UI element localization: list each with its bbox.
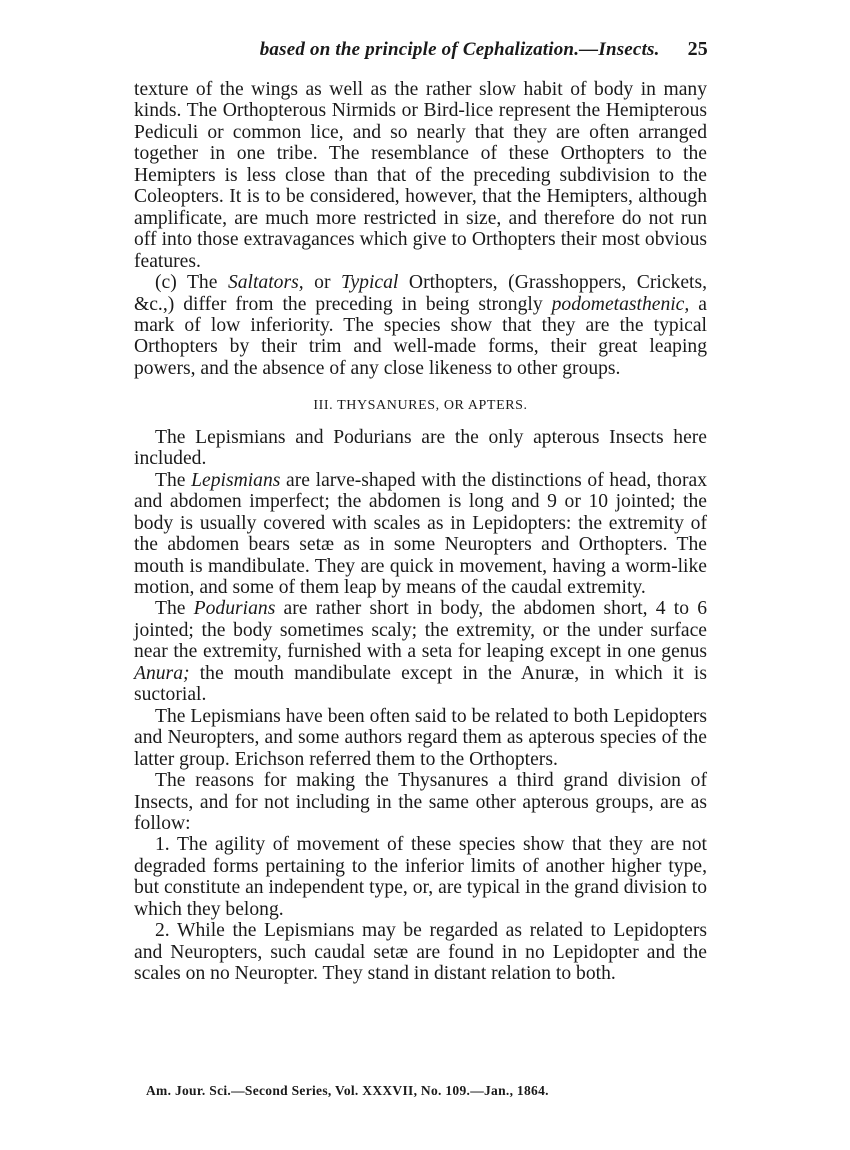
italic-term: Lepismians (191, 469, 281, 491)
paragraph (134, 706, 707, 770)
italic-term: Typical (341, 272, 399, 294)
text-run: The (155, 469, 192, 491)
section-heading: III. THYSANURES, OR APTERS. (313, 398, 528, 414)
italic-term: podometasthenic, (551, 293, 690, 315)
paragraphs-after-heading (134, 427, 707, 985)
body-text (134, 79, 707, 985)
paragraph (134, 272, 707, 379)
paragraph (134, 920, 707, 984)
text-run: The reasons for making the Thysanures a third grand division of Insects, and for not including in the same other apterous groups, are as follow: (134, 770, 707, 834)
paragraph (134, 834, 707, 920)
text-run: are larve-shaped with the distinctions of head, thorax and abdomen imperfect; the abdomen is long and 9 or 10 jointed; the body is usually covered with scales as in Lepidopters: the extremity of the abdomen bears setæ as in some Neuropters and Orthopters. The mouth is mandibulate. They are quick in movement, having a worm-like motion, and some of them leap by means of the caudal extremity. (134, 469, 707, 598)
paragraph (134, 427, 707, 470)
italic-term: Anura; (134, 662, 190, 684)
text-run: the mouth mandibulate except in the Anuræ, in which it is suctorial. (134, 662, 707, 706)
text-run: Orthopters, (Grasshoppers, Crickets, &c.,) differ from the preceding in being strongly (134, 272, 707, 315)
text-run: 1. The agility of movement of these species show that they are not degraded forms pertaining to the inferior limits of another higher type, but constitute an independent type, or, are typical in the grand division to which they belong. (134, 834, 707, 920)
text-run: texture of the wings as well as the rather slow habit of body in many kinds. The Orthopterous Nirmids or Bird-lice represent the Hemipterous Pediculi or common lice, and so nearly that they are often arranged together in one tribe. The resemblance of these Orthopters to the Hemipters is less close than that of the preceding subdivision to the Coleopters. It is to be considered, however, that the Hemipters, although amplificate, are much more restricted in size, and therefore do not run off into those extravagances which give to Orthopters their most obvious features. (134, 79, 707, 272)
running-title: based on the principle of Cephalization.—Insects. (259, 39, 660, 60)
text-run: 2. While the Lepismians may be regarded as related to Lepidopters and Neuropters, such caudal setæ are found in no Lepidopter and the scales on no Neuropter. They stand in distant relation to both. (134, 920, 707, 985)
text-run: The Lepismians have been often said to be related to both Lepidopters and Neuropters, and some authors regard them as apterous species of the latter group. Erichson referred them to the Orthopters. (134, 705, 707, 770)
page-number: 25 (687, 38, 708, 60)
text-run: The Lepismians and Podurians are the only apterous Insects here included. (134, 426, 707, 470)
journal-footer: Am. Jour. Sci.—Second Series, Vol. XXXVII, No. 109.—Jan., 1864. (146, 1083, 549, 1098)
text-run: are rather short in body, the abdomen short, 4 to 6 jointed; the body sometimes scaly; the extremity, or the under surface near the extremity, furnished with a seta for leaping except in one genus (134, 598, 707, 663)
paragraph (134, 770, 707, 834)
text-run: The (155, 598, 194, 620)
paragraph (134, 598, 707, 705)
paragraph (134, 79, 707, 272)
paragraphs-before-heading (134, 79, 707, 379)
text-run: a mark of low inferiority. The species show that they are the typical Orthopters by their trim and well-made forms, their great leaping powers, and the absence of any close likeness to other groups. (134, 293, 707, 379)
running-header (134, 38, 708, 61)
text-run: (c) The (155, 272, 228, 294)
paragraph (134, 470, 707, 599)
italic-term: Saltators, (227, 272, 304, 294)
text-run: or (303, 272, 342, 294)
italic-term: Podurians (193, 598, 276, 620)
